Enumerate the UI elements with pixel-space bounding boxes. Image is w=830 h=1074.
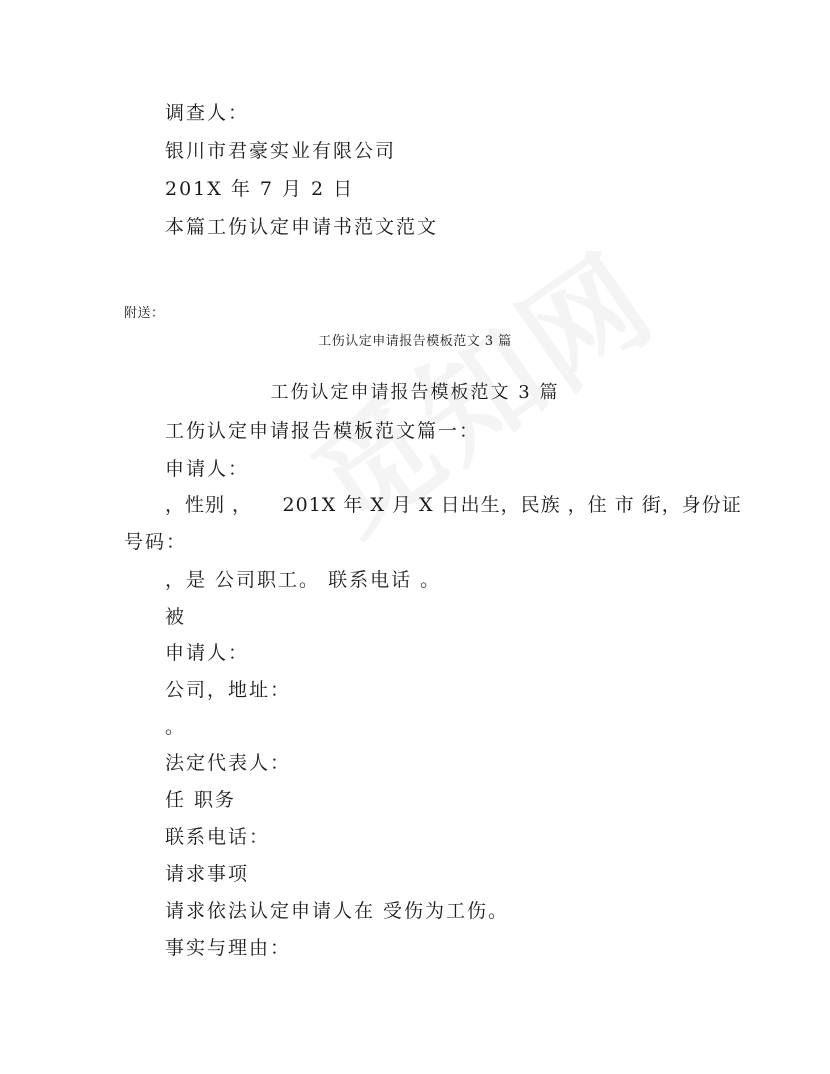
attached-label: 附送：	[124, 306, 165, 321]
applicant-label: 申请人：	[165, 458, 250, 480]
document-note: 本篇工伤认定申请书范文范文	[165, 216, 439, 238]
respondent-label: 申请人：	[165, 642, 250, 664]
small-title: 工伤认定申请报告模板范文 3 篇	[318, 334, 512, 349]
position-line: 任 职务	[165, 789, 237, 811]
id-number-label: 号码：	[124, 531, 188, 553]
main-title: 工伤认定申请报告模板范文 3 篇	[270, 382, 560, 403]
respondent-prefix: 被	[165, 606, 187, 628]
document-date: 201X 年 7 月 2 日	[165, 178, 355, 200]
applicant-details: ，性别 ， 201X 年 X 月 X 日出生，民族 ，住 市 街，身份证	[165, 494, 742, 516]
period-line: 。	[165, 716, 187, 738]
legal-representative-label: 法定代表人：	[165, 752, 292, 774]
request-items-heading: 请求事项	[165, 863, 250, 885]
employee-line: ，是 公司职工。 联系电话 。	[165, 569, 442, 591]
contact-phone-label: 联系电话：	[165, 826, 271, 848]
company-name: 银川市君豪实业有限公司	[165, 140, 397, 162]
facts-reasons-heading: 事实与理由：	[165, 937, 292, 959]
company-address-label: 公司，地址：	[165, 679, 292, 701]
section-heading: 工伤认定申请报告模板范文篇一：	[165, 420, 481, 442]
investigator-label: 调查人：	[165, 102, 250, 124]
request-text: 请求依法认定申请人在 受伤为工伤。	[165, 900, 510, 922]
